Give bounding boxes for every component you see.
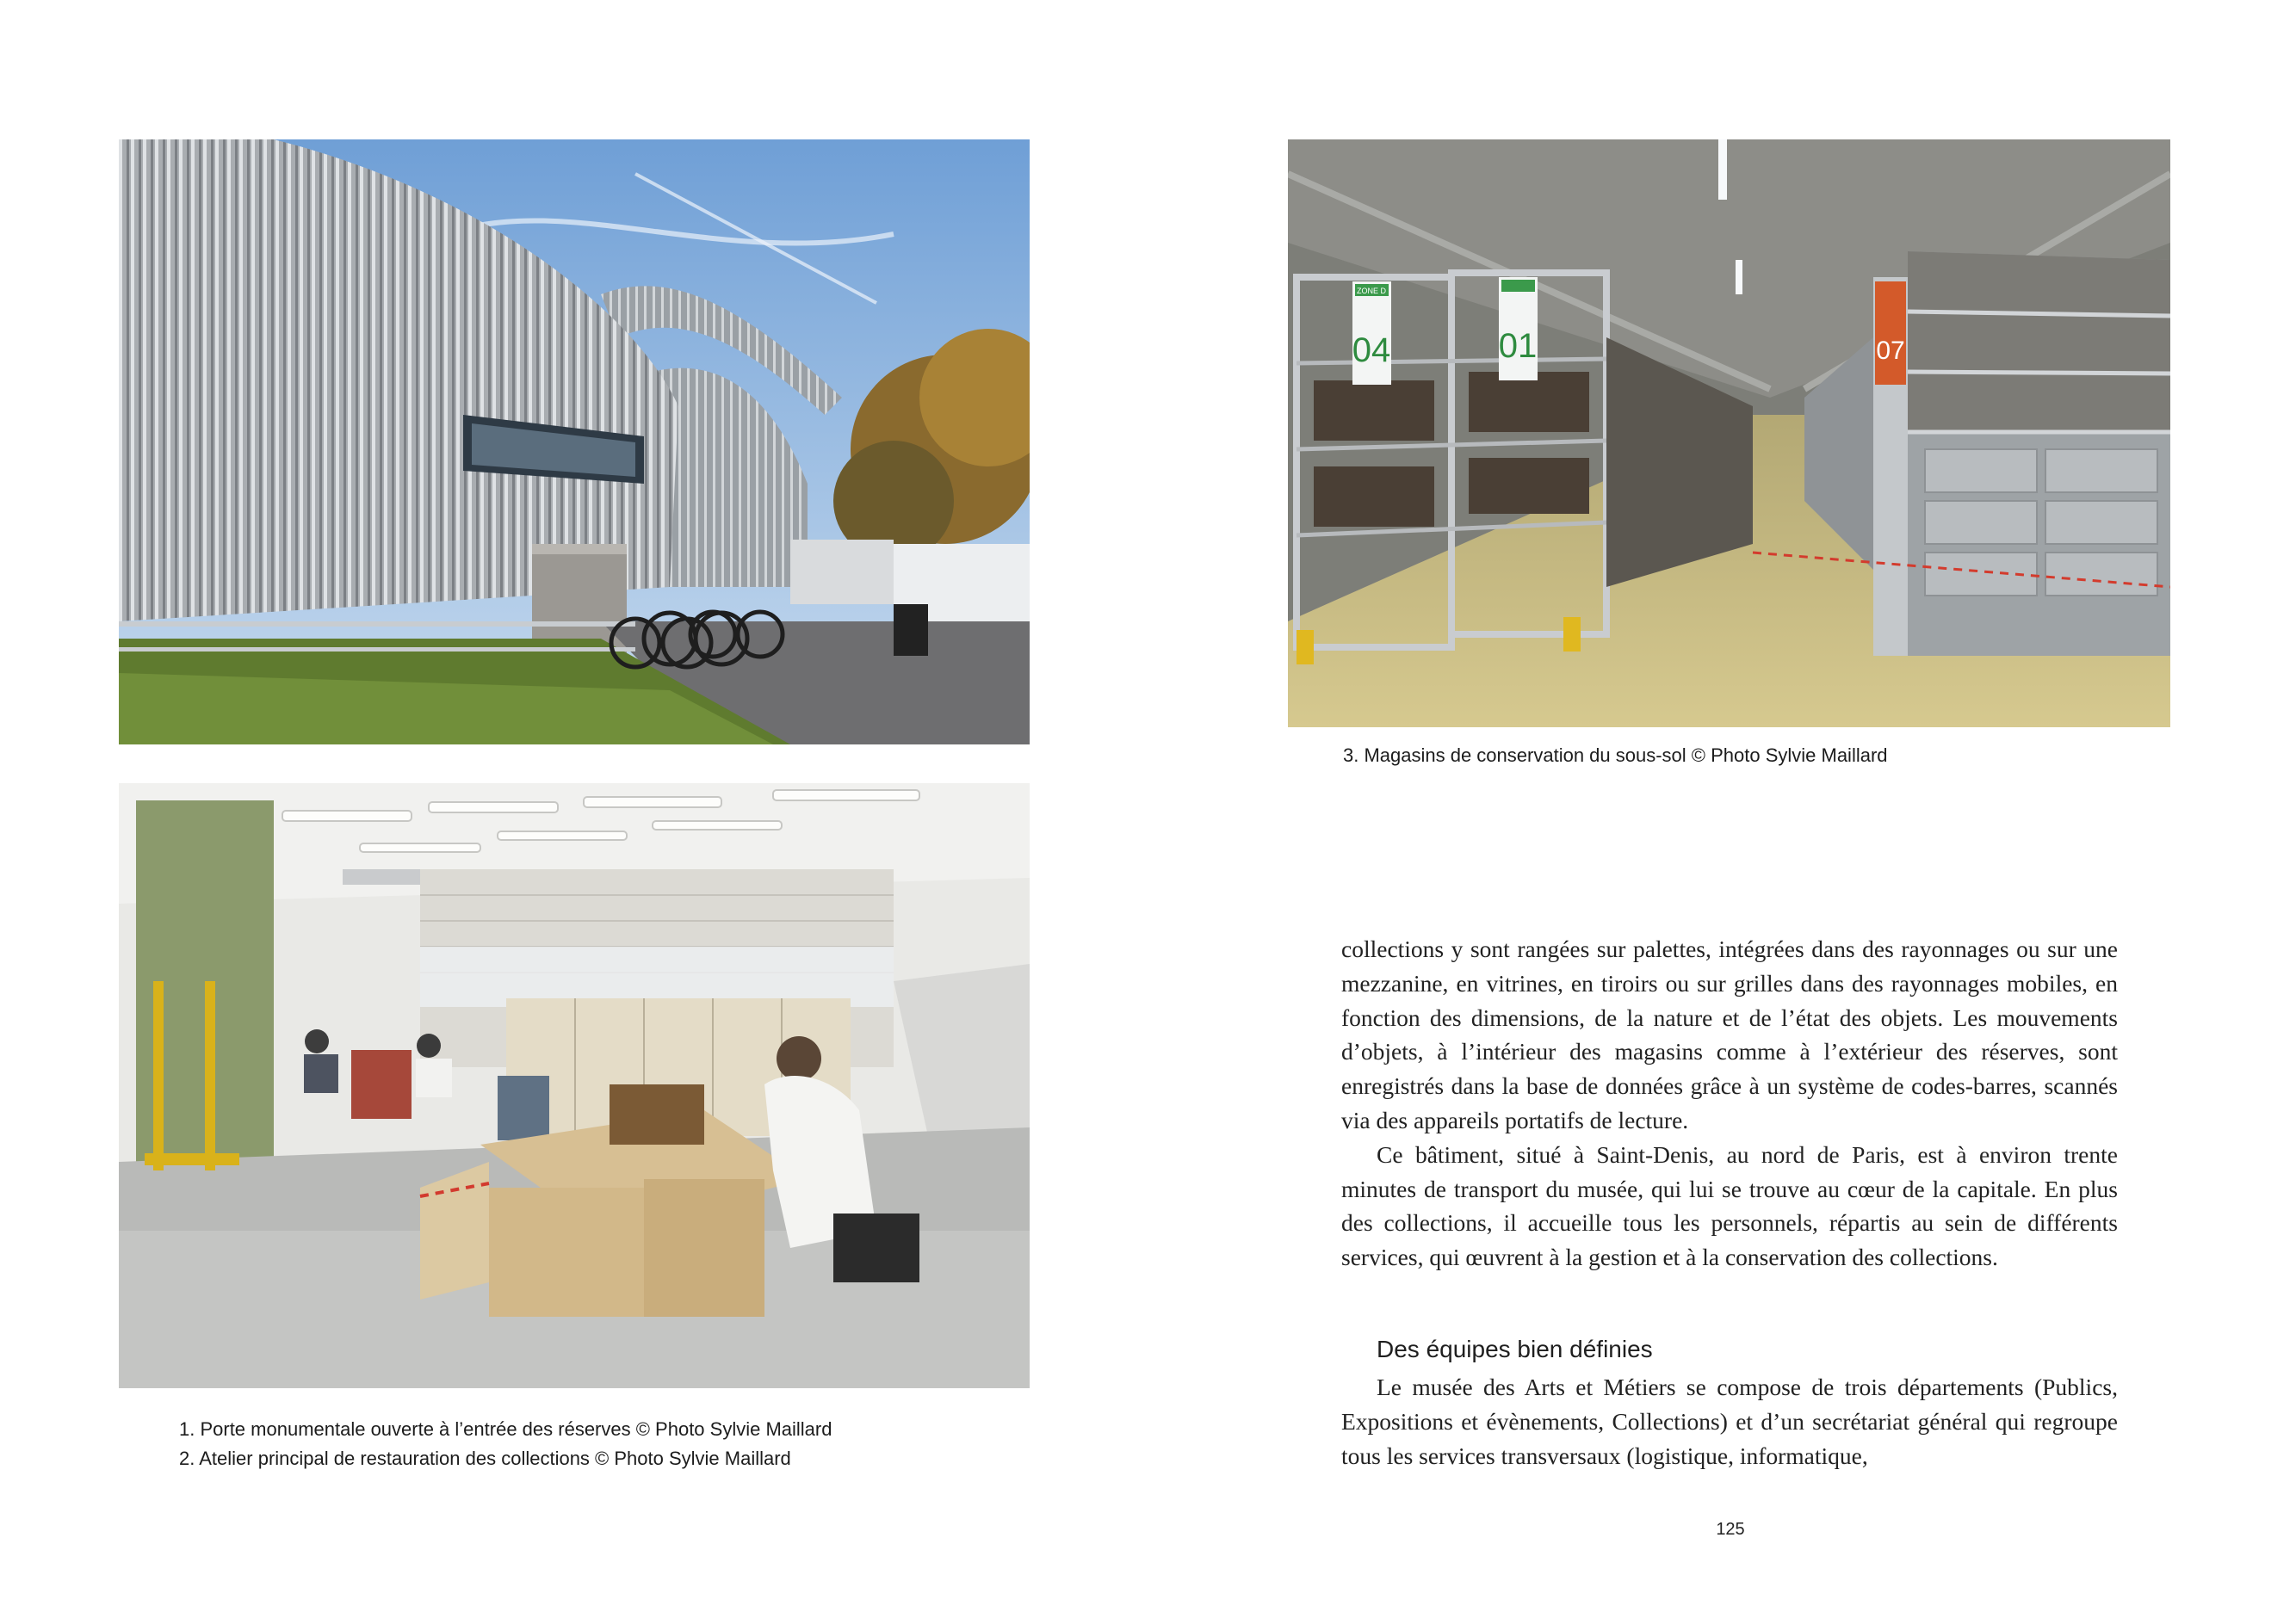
photo-restoration-workshop — [119, 783, 1030, 1388]
captions-left — [179, 1415, 832, 1473]
caption-photo-3: 3. Magasins de conservation du sous-sol © Photo Sylvie Maillard — [1343, 744, 1888, 766]
body-text-lower — [1341, 1370, 2118, 1473]
body-text-upper — [1341, 932, 2118, 1275]
photo-building-exterior — [119, 139, 1030, 744]
caption-photo-2: 2. Atelier principal de restauration des collections © Photo Sylvie Maillard — [179, 1448, 791, 1469]
sign-mid-number: 01 — [1498, 327, 1538, 365]
sign-right-number: 07 — [1876, 337, 1905, 365]
section-heading: Des équipes bien définies — [1377, 1336, 1653, 1362]
paragraph-2: Ce bâtiment, situé à Saint-Denis, au nord de Paris, est à environ trente minutes de transport du musée, qui lui se trouve au cœur de la capitale. En plus des collections, il accueille tous les personnels, répartis au sein de différents services, qui œuvrent à la gestion et à la conservation des collections. — [1341, 1140, 2118, 1271]
page-number: 125 — [1716, 1520, 1745, 1539]
photo-basement-storage — [1288, 139, 2170, 727]
paragraph-1: collections y sont rangées sur palettes, intégrées dans des rayonnages ou sur une mezzanine, en vitrines, en tiroirs ou sur grilles dans des rayonnages mobiles, en fonction des dimensions, de la nature et de l’état des objets. Les mouvements d’objets, à l’intérieur des magasins comme à l’extérieur des réserves, sont enregistrés dans la base de données grâce à un système de codes-barres, scannés via des appareils portatifs de lecture. — [1341, 936, 2118, 1133]
sign-zone-label: ZONE D — [1356, 287, 1387, 295]
sign-left-number: 04 — [1352, 331, 1391, 369]
paragraph-3: Le musée des Arts et Métiers se compose de trois départements (Publics, Expositions et évènements, Collections) et d’un secrétariat général qui regroupe tous les services transversaux (logistique, informatique, — [1341, 1374, 2118, 1469]
caption-photo-1: 1. Porte monumentale ouverte à l’entrée des réserves © Photo Sylvie Maillard — [179, 1418, 832, 1440]
